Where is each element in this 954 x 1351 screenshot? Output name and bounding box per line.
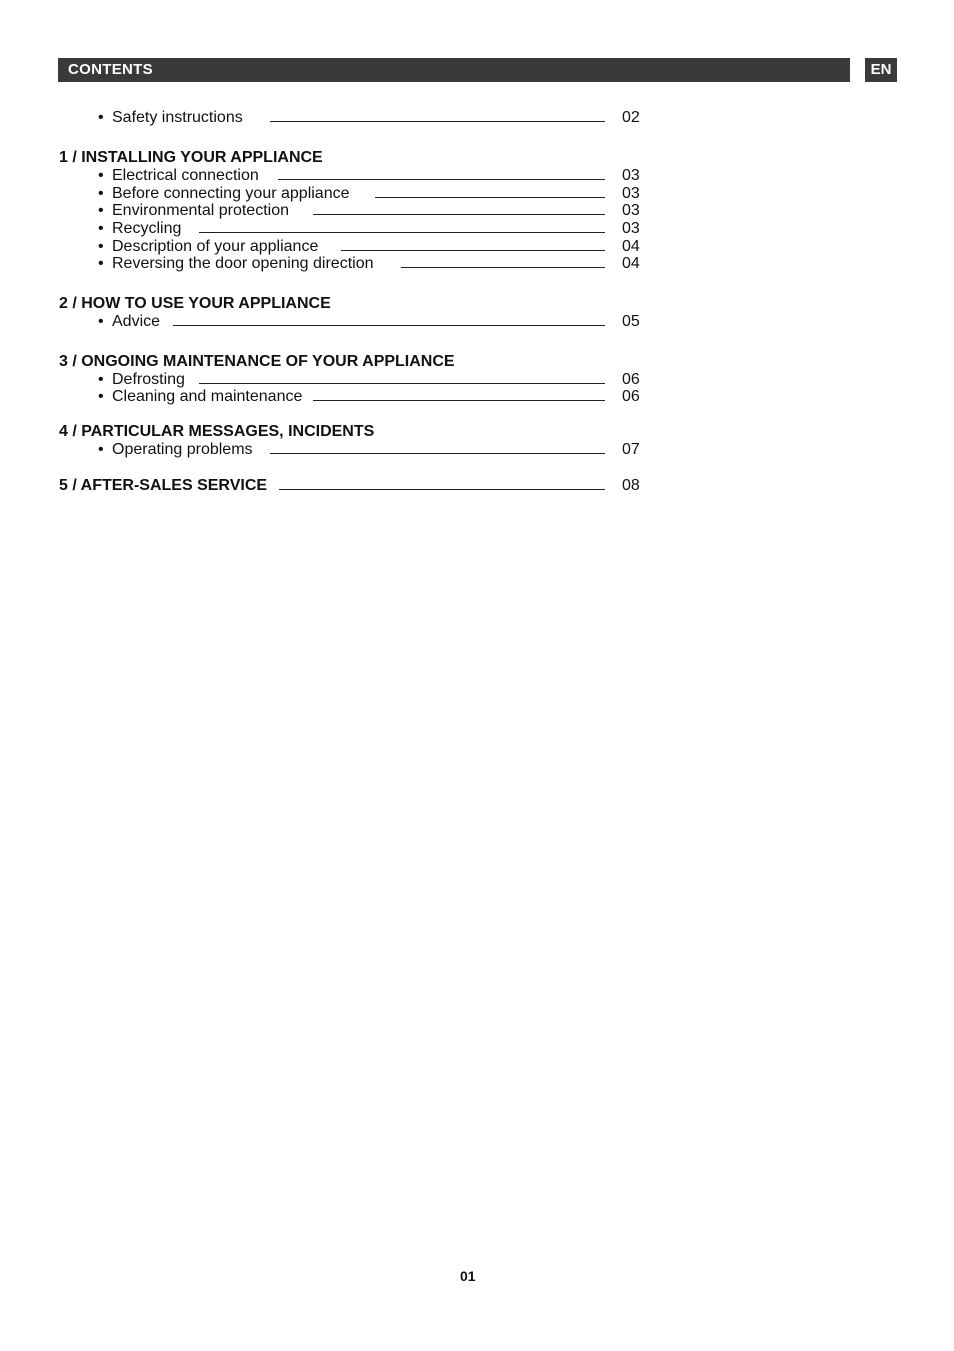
toc-section-5[interactable] — [0, 477, 954, 495]
dot-leader — [401, 267, 605, 268]
dot-leader — [375, 197, 605, 198]
toc-entry[interactable] — [0, 167, 954, 185]
toc-entry-label: • Operating problems — [98, 441, 253, 458]
toc-entry-label: • Electrical connection — [98, 167, 259, 184]
toc-section-1[interactable] — [0, 149, 954, 167]
toc-page-number: 03 — [622, 220, 640, 237]
toc-entry[interactable] — [0, 388, 954, 406]
toc-entry-label: • Before connecting your appliance — [98, 185, 350, 202]
footer-page-number: 01 — [460, 1268, 476, 1284]
toc-entry-safety[interactable] — [0, 109, 954, 127]
section-heading: 5 / AFTER-SALES SERVICE — [59, 477, 268, 494]
toc-page-number: 03 — [622, 202, 640, 219]
toc-page-number: 05 — [622, 313, 640, 330]
toc-entry-label: • Defrosting — [98, 371, 185, 388]
toc-entry[interactable] — [0, 238, 954, 256]
toc-entry[interactable] — [0, 371, 954, 389]
toc-section-4[interactable] — [0, 423, 954, 441]
contents-header-bar — [58, 58, 850, 82]
toc-page-number: 04 — [622, 238, 640, 255]
section-heading: 1 / INSTALLING YOUR APPLIANCE — [59, 149, 323, 166]
section-heading: 4 / PARTICULAR MESSAGES, INCIDENTS — [59, 423, 375, 440]
dot-leader — [341, 250, 605, 251]
toc-page-number: 07 — [622, 441, 640, 458]
toc-page-number: 03 — [622, 185, 640, 202]
toc-entry[interactable] — [0, 313, 954, 331]
toc-page-number: 06 — [622, 371, 640, 388]
toc-entry-label: • Cleaning and maintenance — [98, 388, 303, 405]
toc-page-number: 06 — [622, 388, 640, 405]
dot-leader — [313, 214, 605, 215]
section-heading: 2 / HOW TO USE YOUR APPLIANCE — [59, 295, 331, 312]
page-title: CONTENTS — [68, 61, 153, 78]
toc-section-2[interactable] — [0, 295, 954, 313]
toc-entry[interactable] — [0, 202, 954, 220]
toc-entry[interactable] — [0, 220, 954, 238]
section-heading: 3 / ONGOING MAINTENANCE OF YOUR APPLIANCE — [59, 353, 455, 370]
toc-page-number: 04 — [622, 255, 640, 272]
dot-leader — [199, 232, 605, 233]
language-badge: EN — [865, 58, 897, 82]
toc-section-3[interactable] — [0, 353, 954, 371]
dot-leader — [270, 453, 605, 454]
toc-entry[interactable] — [0, 185, 954, 203]
toc-entry-label: • Advice — [98, 313, 161, 330]
toc-entry-label: • Safety instructions — [98, 109, 243, 126]
toc-page-number: 03 — [622, 167, 640, 184]
dot-leader — [173, 325, 605, 326]
toc-entry[interactable] — [0, 441, 954, 459]
dot-leader — [199, 383, 605, 384]
toc-entry-label: • Reversing the door opening direction — [98, 255, 374, 272]
toc-page-number: 08 — [622, 477, 640, 494]
toc-entry-label: • Recycling — [98, 220, 182, 237]
toc-page-number: 02 — [622, 109, 640, 126]
toc-entry-label: • Environmental protection — [98, 202, 289, 219]
dot-leader — [278, 179, 605, 180]
dot-leader — [279, 489, 605, 490]
toc-entry[interactable] — [0, 255, 954, 273]
dot-leader — [313, 400, 605, 401]
dot-leader — [270, 121, 605, 122]
toc-entry-label: • Description of your appliance — [98, 238, 319, 255]
